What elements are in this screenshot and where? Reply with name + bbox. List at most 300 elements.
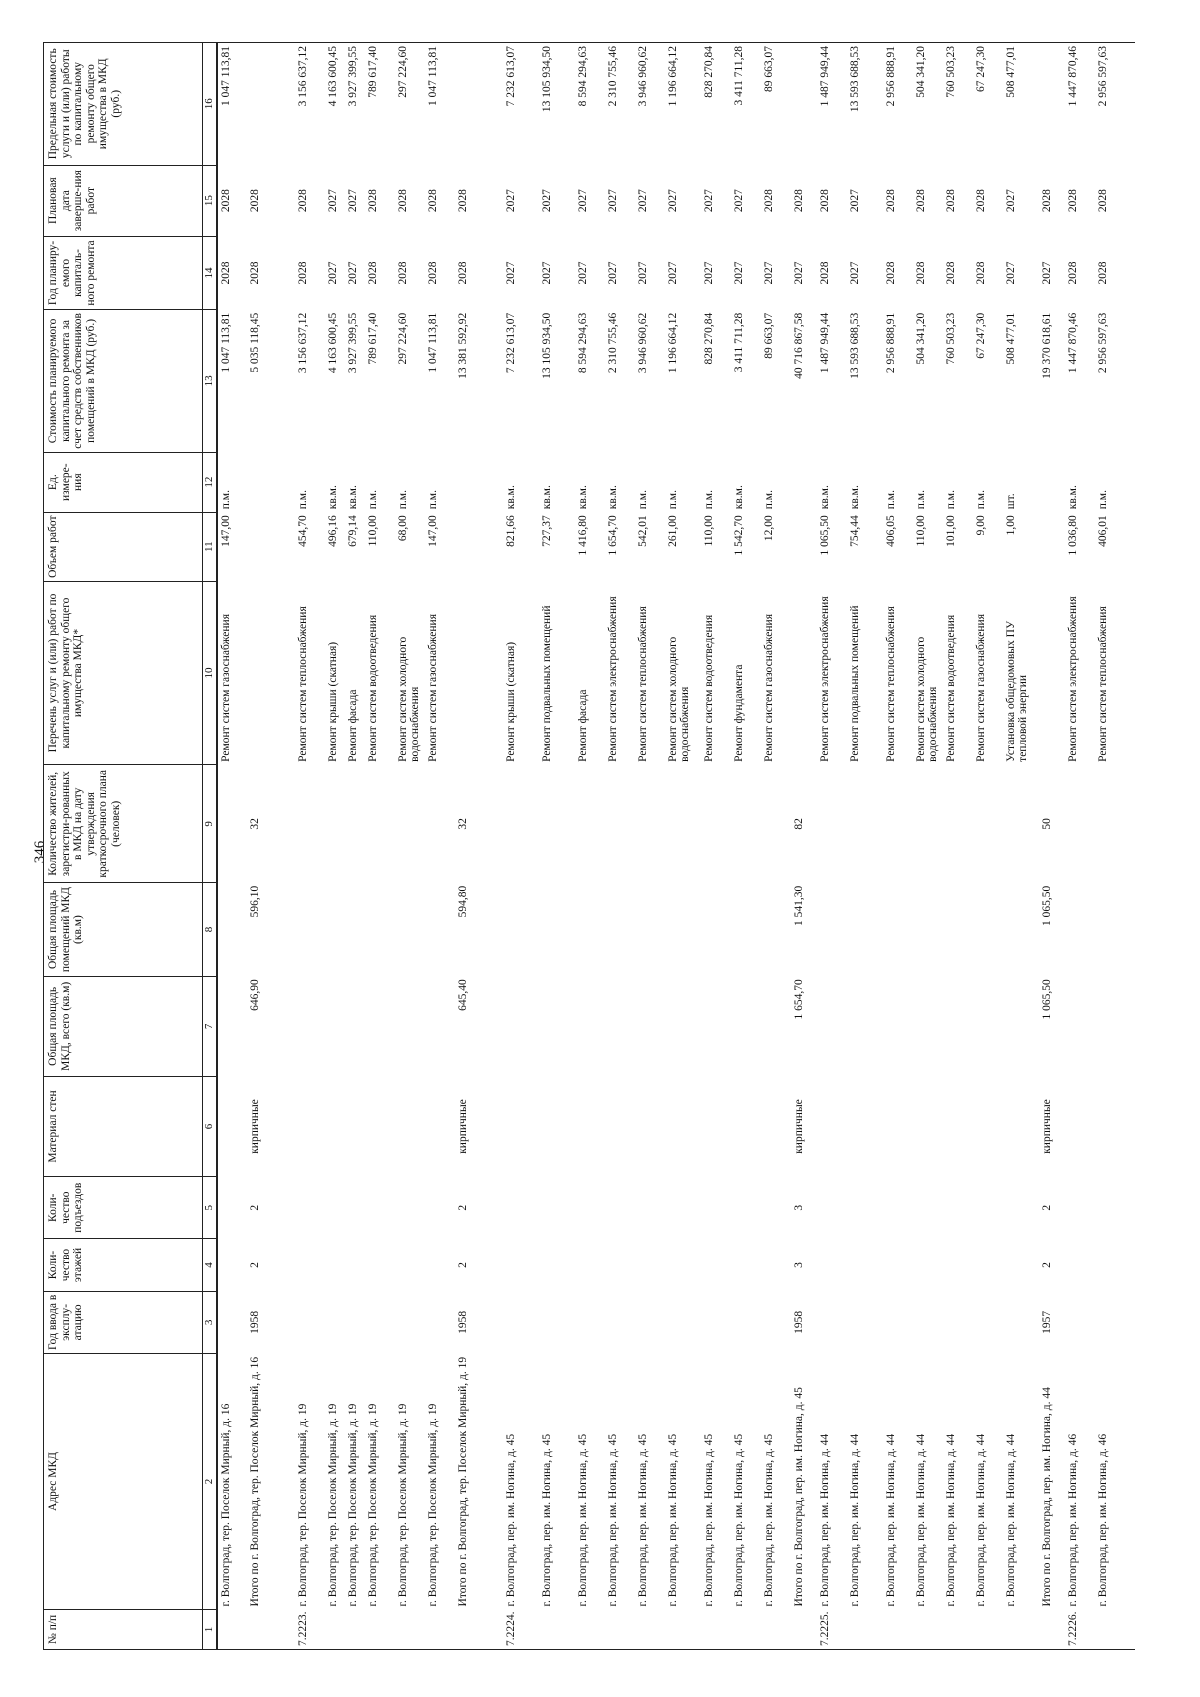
- col-header: Предельная стоимость услуги и (или) работы по капитальному ремонту общего имущества в МКД (руб.): [44, 43, 203, 166]
- repair-year-cell: 2028: [974, 261, 987, 285]
- premises-area-cell: [395, 883, 425, 976]
- floors-cell: [605, 1239, 635, 1291]
- repair-year-cell: 2027: [606, 261, 619, 285]
- total-area-cell: [425, 976, 455, 1076]
- work-volume-cell: 1,00: [1004, 515, 1017, 536]
- work-volume-cell: [247, 512, 295, 581]
- row-number-cell: [425, 1609, 455, 1649]
- entrances-cell: [217, 1177, 247, 1239]
- completion-date-cell: 2027: [326, 189, 339, 213]
- work-type-cell: Ремонт систем газоснабжения: [974, 613, 987, 762]
- unit-cell: п.м.: [1096, 490, 1109, 510]
- unit-cell: кв.м.: [848, 485, 861, 510]
- premises-area-cell: [503, 883, 539, 976]
- work-type-cell: Ремонт крыши (скатная): [504, 641, 517, 762]
- repair-cost-cell: 1 447 870,46: [1066, 312, 1079, 374]
- completion-date-cell: 2028: [248, 189, 261, 213]
- col-header: Коли-чество подъездов: [44, 1177, 203, 1239]
- wall-material-cell: [539, 1076, 575, 1176]
- unit-cell: п.м.: [974, 490, 987, 510]
- unit-cell: [1039, 452, 1065, 512]
- col-number: 6: [203, 1076, 217, 1176]
- entrances-cell: [943, 1177, 973, 1239]
- address-cell: г. Волгоград, пер. им. Ногина, д. 45: [540, 1433, 553, 1607]
- wall-material-cell: [817, 1076, 847, 1176]
- table-row: [425, 43, 455, 1650]
- wall-material-cell: [973, 1076, 1003, 1176]
- total-area-cell: [943, 976, 973, 1076]
- year-built-cell: [539, 1291, 575, 1353]
- premises-area-cell: [539, 883, 575, 976]
- premises-area-cell: [1095, 883, 1135, 976]
- premises-area-cell: [605, 883, 635, 976]
- repair-year-cell: 2027: [326, 261, 339, 285]
- total-area-cell: [1003, 976, 1039, 1076]
- row-number-cell: [913, 1609, 943, 1649]
- address-cell: г. Волгоград, пер. им. Ногина, д. 45: [732, 1433, 745, 1607]
- row-number-cell: [665, 1609, 701, 1649]
- work-volume-cell: [1039, 512, 1065, 581]
- table-row: [913, 43, 943, 1650]
- unit-cell: п.м.: [762, 490, 775, 510]
- total-area-cell: [1095, 976, 1135, 1076]
- year-built-cell: [365, 1291, 395, 1353]
- table-row: [217, 43, 247, 1650]
- total-area-cell: [325, 976, 345, 1076]
- entrances-cell: 2: [248, 1204, 261, 1211]
- address-cell: г. Волгоград, пер. им. Ногина, д. 44: [944, 1433, 957, 1607]
- floors-cell: [575, 1239, 605, 1291]
- year-built-cell: [295, 1291, 325, 1353]
- year-built-cell: [731, 1291, 761, 1353]
- address-cell: г. Волгоград, пер. им. Ногина, д. 45: [606, 1433, 619, 1607]
- work-type-cell: Ремонт систем газоснабжения: [219, 613, 232, 762]
- completion-date-cell: 2028: [456, 189, 469, 213]
- premises-area-cell: [635, 883, 665, 976]
- floors-cell: [817, 1239, 847, 1291]
- completion-date-cell: 2027: [732, 189, 745, 213]
- residents-cell: [943, 765, 973, 883]
- address-cell: г. Волгоград, тер. Поселок Мирный, д. 19: [296, 1403, 309, 1607]
- col-number: 13: [203, 310, 217, 452]
- floors-cell: [847, 1239, 883, 1291]
- total-area-cell: [973, 976, 1003, 1076]
- residents-cell: [325, 765, 345, 883]
- max-cost-cell: 1 047 113,81: [425, 43, 455, 166]
- floors-cell: 3: [792, 1262, 805, 1268]
- premises-area-cell: [761, 883, 791, 976]
- col-header: № п/п: [44, 1609, 203, 1649]
- row-number-cell: [395, 1609, 425, 1649]
- capital-repair-table: [43, 42, 1135, 1650]
- table-row: [731, 43, 761, 1650]
- repair-year-cell: 2027: [702, 261, 715, 285]
- total-area-cell: [635, 976, 665, 1076]
- work-type-cell: Ремонт фасада: [576, 689, 589, 762]
- completion-date-cell: 2028: [914, 189, 927, 213]
- completion-date-cell: 2028: [1066, 189, 1079, 213]
- max-cost-cell: 8 594 294,63: [575, 43, 605, 166]
- work-type-cell: Ремонт систем водоотведения: [702, 614, 715, 762]
- premises-area-cell: [883, 883, 913, 976]
- residents-cell: 32: [248, 818, 261, 830]
- address-cell: г. Волгоград, пер. им. Ногина, д. 45: [636, 1433, 649, 1607]
- col-header: Общая площадь МКД, всего (кв.м): [44, 976, 203, 1076]
- address-cell: г. Волгоград, пер. им. Ногина, д. 46: [1066, 1433, 1079, 1607]
- premises-area-cell: [665, 883, 701, 976]
- work-type-cell: Ремонт систем теплоснабжения: [296, 606, 309, 762]
- col-number: 7: [203, 976, 217, 1076]
- table-row: [395, 43, 425, 1650]
- completion-date-cell: 2028: [762, 189, 775, 213]
- entrances-cell: [345, 1177, 365, 1239]
- work-type-cell: Ремонт систем электроснабжения: [606, 596, 619, 762]
- col-header: Коли-чество этажей: [44, 1239, 203, 1291]
- work-volume-cell: [455, 512, 503, 581]
- work-volume-cell: 9,00: [974, 515, 987, 536]
- floors-cell: [973, 1239, 1003, 1291]
- work-type-cell: Ремонт систем холодного водоснабжения: [396, 636, 421, 762]
- completion-date-cell: 2027: [346, 189, 359, 213]
- repair-year-cell: 2028: [456, 261, 469, 285]
- total-area-cell: [817, 976, 847, 1076]
- repair-year-cell: 2028: [296, 261, 309, 285]
- premises-area-cell: 1 065,50: [1040, 885, 1053, 927]
- work-type-cell: Ремонт фасада: [346, 689, 359, 762]
- residents-cell: [503, 765, 539, 883]
- repair-year-cell: 2027: [792, 261, 805, 285]
- col-number: 3: [203, 1291, 217, 1353]
- repair-cost-cell: 2 956 888,91: [884, 312, 897, 374]
- residents-cell: [913, 765, 943, 883]
- address-cell: г. Волгоград, тер. Поселок Мирный, д. 19: [366, 1403, 379, 1607]
- floors-cell: [1065, 1239, 1095, 1291]
- wall-material-cell: [295, 1076, 325, 1176]
- year-built-cell: [883, 1291, 913, 1353]
- total-area-cell: [365, 976, 395, 1076]
- repair-year-cell: 2028: [366, 261, 379, 285]
- repair-cost-cell: 1 047 113,81: [219, 312, 232, 373]
- completion-date-cell: 2028: [884, 189, 897, 213]
- work-type-cell: Ремонт систем холодного водоснабжения: [914, 636, 939, 762]
- col-header: Ед. измере-ния: [44, 452, 203, 512]
- work-type-cell: [1039, 581, 1065, 765]
- address-cell: г. Волгоград, пер. им. Ногина, д. 44: [1004, 1433, 1017, 1607]
- max-cost-cell: 7 232 613,07: [503, 43, 539, 166]
- row-number-cell: [365, 1609, 395, 1649]
- entrances-cell: [1095, 1177, 1135, 1239]
- row-number-cell: [791, 1609, 817, 1649]
- residents-cell: [425, 765, 455, 883]
- repair-cost-cell: 760 503,23: [944, 312, 957, 365]
- repair-year-cell: 2028: [248, 261, 261, 285]
- address-cell: г. Волгоград, пер. им. Ногина, д. 45: [666, 1433, 679, 1607]
- completion-date-cell: 2027: [702, 189, 715, 213]
- floors-cell: 2: [248, 1262, 261, 1268]
- work-volume-cell: 754,44: [848, 515, 861, 547]
- unit-cell: п.м.: [426, 490, 439, 510]
- table-row: [791, 43, 817, 1650]
- max-cost-cell: 1 196 664,12: [665, 43, 701, 166]
- year-built-cell: [1003, 1291, 1039, 1353]
- floors-cell: [217, 1239, 247, 1291]
- residents-cell: [575, 765, 605, 883]
- row-number-cell: [539, 1609, 575, 1649]
- completion-date-cell: 2027: [1004, 189, 1017, 213]
- floors-cell: [635, 1239, 665, 1291]
- unit-cell: кв.м.: [504, 485, 517, 510]
- work-volume-cell: 542,01: [636, 515, 649, 547]
- premises-area-cell: [217, 883, 247, 976]
- max-cost-cell: 760 503,23: [943, 43, 973, 166]
- year-built-cell: [973, 1291, 1003, 1353]
- col-number: 1: [203, 1609, 217, 1649]
- premises-area-cell: [325, 883, 345, 976]
- col-header: Адрес МКД: [44, 1353, 203, 1609]
- row-number-cell: [575, 1609, 605, 1649]
- unit-cell: п.м.: [914, 490, 927, 510]
- repair-cost-cell: 508 477,01: [1004, 312, 1017, 365]
- completion-date-cell: 2028: [944, 189, 957, 213]
- wall-material-cell: [701, 1076, 731, 1176]
- repair-cost-cell: 3 156 637,12: [296, 312, 309, 374]
- completion-date-cell: 2028: [1096, 189, 1109, 213]
- year-built-cell: 1958: [456, 1310, 469, 1334]
- repair-year-cell: 2027: [504, 261, 517, 285]
- year-built-cell: [913, 1291, 943, 1353]
- unit-cell: кв.м.: [326, 485, 339, 510]
- total-area-cell: [665, 976, 701, 1076]
- completion-date-cell: 2027: [540, 189, 553, 213]
- address-cell: Итого по г. Волгоград, тер. Поселок Мирный, д. 19: [456, 1356, 469, 1607]
- unit-cell: кв.м.: [346, 485, 359, 510]
- work-volume-cell: 679,14: [346, 515, 359, 547]
- repair-cost-cell: 89 663,07: [762, 312, 775, 359]
- row-number-cell: [943, 1609, 973, 1649]
- entrances-cell: [973, 1177, 1003, 1239]
- wall-material-cell: [943, 1076, 973, 1176]
- wall-material-cell: [503, 1076, 539, 1176]
- total-area-cell: [345, 976, 365, 1076]
- row-number-cell: 7.2223.: [295, 1609, 325, 1649]
- unit-cell: п.м.: [219, 490, 232, 510]
- wall-material-cell: [425, 1076, 455, 1176]
- work-volume-cell: 68,00: [396, 515, 409, 542]
- wall-material-cell: [325, 1076, 345, 1176]
- completion-date-cell: 2028: [792, 189, 805, 213]
- total-area-cell: [605, 976, 635, 1076]
- unit-cell: п.м.: [884, 490, 897, 510]
- residents-cell: 82: [792, 818, 805, 830]
- floors-cell: 2: [1040, 1262, 1053, 1268]
- work-volume-cell: 1 416,80: [576, 515, 589, 556]
- max-cost-cell: 508 477,01: [1003, 43, 1039, 166]
- entrances-cell: [635, 1177, 665, 1239]
- table-row: [1003, 43, 1039, 1650]
- floors-cell: [503, 1239, 539, 1291]
- work-type-cell: [247, 581, 295, 765]
- total-area-cell: [883, 976, 913, 1076]
- work-volume-cell: 454,70: [296, 515, 309, 547]
- work-volume-cell: 110,00: [366, 515, 379, 547]
- row-number-cell: [247, 1609, 295, 1649]
- work-volume-cell: 147,00: [426, 515, 439, 547]
- floors-cell: [295, 1239, 325, 1291]
- page-number: 346: [32, 840, 48, 864]
- residents-cell: [295, 765, 325, 883]
- floors-cell: [913, 1239, 943, 1291]
- completion-date-cell: 2027: [636, 189, 649, 213]
- repair-cost-cell: 504 341,20: [914, 312, 927, 365]
- premises-area-cell: [365, 883, 395, 976]
- residents-cell: [395, 765, 425, 883]
- address-cell: г. Волгоград, пер. им. Ногина, д. 44: [884, 1433, 897, 1607]
- entrances-cell: [365, 1177, 395, 1239]
- row-number-cell: 7.2225.: [817, 1609, 847, 1649]
- unit-cell: п.м.: [296, 490, 309, 510]
- repair-cost-cell: 4 163 600,45: [326, 312, 339, 374]
- address-cell: г. Волгоград, тер. Поселок Мирный, д. 19: [426, 1403, 439, 1607]
- work-volume-cell: 12,00: [762, 515, 775, 542]
- max-cost-cell: 1 487 949,44: [817, 43, 847, 166]
- table-row: [847, 43, 883, 1650]
- work-volume-cell: 496,16: [326, 515, 339, 547]
- col-header: Стоимость планируемого капитального ремонта за счет средств собственников помещений в МКД (руб.): [44, 310, 203, 452]
- work-volume-cell: 1 654,70: [606, 515, 619, 556]
- repair-cost-cell: 13 593 688,53: [848, 312, 861, 379]
- repair-cost-cell: 2 310 755,46: [606, 312, 619, 374]
- premises-area-cell: [295, 883, 325, 976]
- repair-cost-cell: 19 370 618,61: [1040, 312, 1053, 379]
- row-number-cell: [455, 1609, 503, 1649]
- repair-year-cell: 2028: [944, 261, 957, 285]
- residents-cell: [635, 765, 665, 883]
- col-number: 16: [203, 43, 217, 166]
- repair-year-cell: 2027: [848, 261, 861, 285]
- year-built-cell: [217, 1291, 247, 1353]
- completion-date-cell: 2028: [1040, 189, 1053, 213]
- premises-area-cell: [425, 883, 455, 976]
- unit-cell: кв.м.: [606, 485, 619, 510]
- premises-area-cell: [913, 883, 943, 976]
- premises-area-cell: [973, 883, 1003, 976]
- entrances-cell: [395, 1177, 425, 1239]
- work-volume-cell: 1 542,70: [732, 515, 745, 556]
- premises-area-cell: 596,10: [248, 885, 261, 918]
- repair-year-cell: 2027: [762, 261, 775, 285]
- entrances-cell: [1003, 1177, 1039, 1239]
- max-cost-cell: 2 310 755,46: [605, 43, 635, 166]
- unit-cell: п.м.: [636, 490, 649, 510]
- completion-date-cell: 2027: [576, 189, 589, 213]
- floors-cell: [943, 1239, 973, 1291]
- wall-material-cell: [575, 1076, 605, 1176]
- total-area-cell: 1 065,50: [1040, 979, 1053, 1020]
- entrances-cell: [503, 1177, 539, 1239]
- unit-cell: п.м.: [396, 490, 409, 510]
- rotated-table-page: [43, 42, 1200, 1650]
- unit-cell: п.м.: [944, 490, 957, 510]
- residents-cell: [1003, 765, 1039, 883]
- row-number-cell: [731, 1609, 761, 1649]
- unit-cell: [791, 452, 817, 512]
- total-area-cell: [761, 976, 791, 1076]
- floors-cell: [761, 1239, 791, 1291]
- year-built-cell: [425, 1291, 455, 1353]
- work-type-cell: [455, 581, 503, 765]
- repair-year-cell: 2028: [426, 261, 439, 285]
- repair-cost-cell: 789 617,40: [366, 312, 379, 365]
- row-number-cell: [973, 1609, 1003, 1649]
- residents-cell: [731, 765, 761, 883]
- col-header: Объем работ: [44, 512, 203, 581]
- entrances-cell: [665, 1177, 701, 1239]
- total-area-cell: [217, 976, 247, 1076]
- work-type-cell: Ремонт систем газоснабжения: [426, 613, 439, 762]
- unit-cell: кв.м.: [576, 485, 589, 510]
- wall-material-cell: кирпичные: [1040, 1099, 1053, 1154]
- residents-cell: [345, 765, 365, 883]
- entrances-cell: [425, 1177, 455, 1239]
- col-header: Плановая дата заверше-ния работ: [44, 165, 203, 236]
- row-number-cell: [635, 1609, 665, 1649]
- entrances-cell: [605, 1177, 635, 1239]
- entrances-cell: 2: [456, 1204, 469, 1211]
- completion-date-cell: 2028: [219, 189, 232, 213]
- repair-cost-cell: 13 105 934,50: [540, 312, 553, 379]
- row-number-cell: [1039, 1609, 1065, 1649]
- year-built-cell: [847, 1291, 883, 1353]
- premises-area-cell: [701, 883, 731, 976]
- max-cost-cell: 13 593 688,53: [847, 43, 883, 166]
- work-type-cell: Ремонт систем газоснабжения: [762, 613, 775, 762]
- wall-material-cell: [217, 1076, 247, 1176]
- completion-date-cell: 2028: [296, 189, 309, 213]
- unit-cell: кв.м.: [540, 485, 553, 510]
- entrances-cell: [295, 1177, 325, 1239]
- col-number: 12: [203, 452, 217, 512]
- floors-cell: [395, 1239, 425, 1291]
- max-cost-cell: 4 163 600,45: [325, 43, 345, 166]
- repair-cost-cell: 3 411 711,28: [732, 312, 745, 373]
- floors-cell: [345, 1239, 365, 1291]
- table-row: [325, 43, 345, 1650]
- address-cell: г. Волгоград, пер. им. Ногина, д. 44: [914, 1433, 927, 1607]
- total-area-cell: [701, 976, 731, 1076]
- premises-area-cell: [1065, 883, 1095, 976]
- table-body: [217, 43, 1135, 1650]
- residents-cell: [973, 765, 1003, 883]
- year-built-cell: [395, 1291, 425, 1353]
- year-built-cell: [325, 1291, 345, 1353]
- entrances-cell: [325, 1177, 345, 1239]
- wall-material-cell: [605, 1076, 635, 1176]
- max-cost-cell: [247, 43, 295, 166]
- work-type-cell: Ремонт крыши (скатная): [326, 641, 339, 762]
- col-header: Количество жителей, зарегистри-рованных в МКД на дату утверждения краткосрочного плана (человек): [44, 765, 203, 883]
- address-cell: г. Волгоград, тер. Поселок Мирный, д. 19: [396, 1403, 409, 1607]
- max-cost-cell: 504 341,20: [913, 43, 943, 166]
- col-number: 9: [203, 765, 217, 883]
- address-cell: г. Волгоград, пер. им. Ногина, д. 46: [1096, 1433, 1109, 1607]
- repair-year-cell: 2028: [914, 261, 927, 285]
- address-cell: г. Волгоград, пер. им. Ногина, д. 44: [818, 1433, 831, 1607]
- premises-area-cell: 1 541,30: [792, 885, 805, 927]
- repair-year-cell: 2027: [666, 261, 679, 285]
- completion-date-cell: 2028: [818, 189, 831, 213]
- max-cost-cell: 2 956 888,91: [883, 43, 913, 166]
- row-number-cell: [883, 1609, 913, 1649]
